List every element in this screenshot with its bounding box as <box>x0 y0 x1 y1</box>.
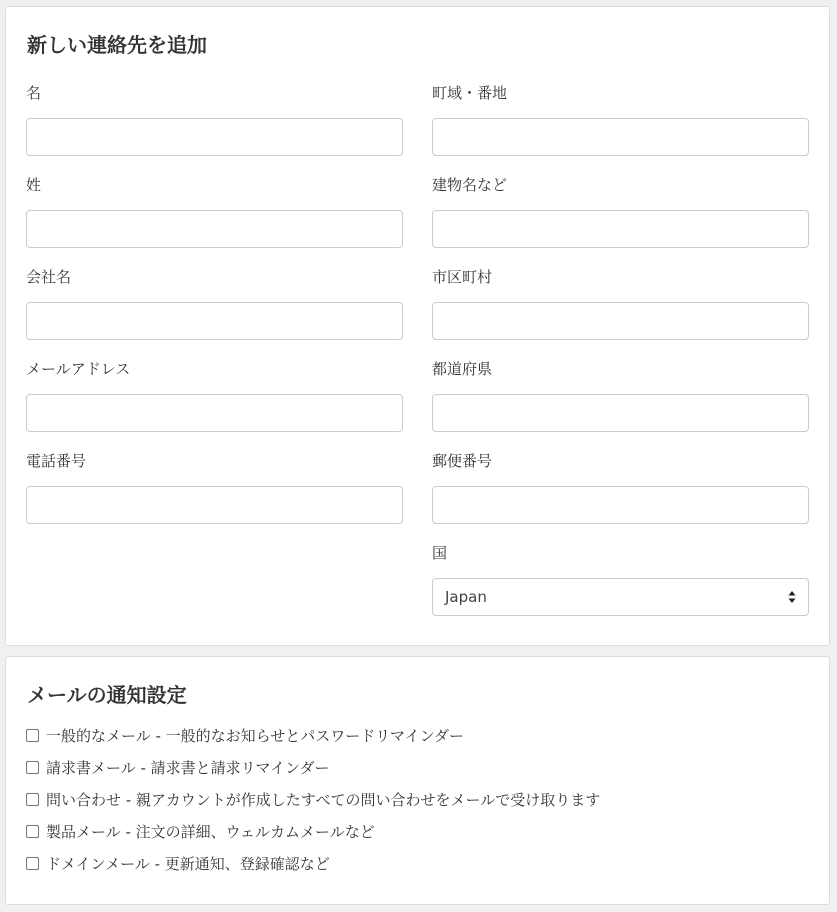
city-input[interactable] <box>432 302 809 340</box>
domain-option-label: ドメインメール - 更新通知、登録確認など <box>46 855 330 873</box>
general-option-label: 一般的なメール - 一般的なお知らせとパスワードリマインダー <box>46 727 465 745</box>
address1-label: 町域・番地 <box>432 84 508 102</box>
state-input[interactable] <box>432 394 809 432</box>
general-checkbox[interactable] <box>26 729 39 742</box>
support-option-label: 問い合わせ - 親アカウントが作成したすべての問い合わせをメールで受け取ります <box>46 791 601 809</box>
city-label: 市区町村 <box>432 268 493 286</box>
postcode-label: 郵便番号 <box>432 452 493 470</box>
notify-option-invoice[interactable] <box>26 757 329 778</box>
phone-input[interactable] <box>26 486 403 524</box>
country-field <box>432 543 809 616</box>
state-label: 都道府県 <box>432 360 493 378</box>
product-checkbox[interactable] <box>26 825 39 838</box>
postcode-input[interactable] <box>432 486 809 524</box>
country-selected-value: Japan <box>445 588 487 606</box>
last-name-field <box>26 175 403 248</box>
address2-label: 建物名など <box>432 176 508 194</box>
last-name-input[interactable] <box>26 210 403 248</box>
email-notification-card <box>5 656 830 905</box>
country-select[interactable] <box>432 578 809 616</box>
phone-label: 電話番号 <box>26 452 87 470</box>
address1-field <box>432 83 809 156</box>
first-name-field <box>26 83 403 156</box>
email-field <box>26 359 403 432</box>
city-field <box>432 267 809 340</box>
address2-field <box>432 175 809 248</box>
invoice-checkbox[interactable] <box>26 761 39 774</box>
company-field <box>26 267 403 340</box>
notify-option-domain[interactable] <box>26 853 330 874</box>
address1-input[interactable] <box>432 118 809 156</box>
email-notification-title: メールの通知設定 <box>27 683 187 707</box>
email-input[interactable] <box>26 394 403 432</box>
invoice-option-label: 請求書メール - 請求書と請求リマインダー <box>46 759 330 777</box>
support-checkbox[interactable] <box>26 793 39 806</box>
state-field <box>432 359 809 432</box>
company-input[interactable] <box>26 302 403 340</box>
product-option-label: 製品メール - 注文の詳細、ウェルカムメールなど <box>46 823 375 841</box>
notify-option-product[interactable] <box>26 821 375 842</box>
add-contact-card <box>5 6 830 646</box>
notify-option-general[interactable] <box>26 725 464 746</box>
notify-option-support[interactable] <box>26 789 600 810</box>
last-name-label: 姓 <box>26 176 42 194</box>
email-label: メールアドレス <box>26 360 131 378</box>
domain-checkbox[interactable] <box>26 857 39 870</box>
country-label: 国 <box>432 544 448 562</box>
postcode-field <box>432 451 809 524</box>
first-name-input[interactable] <box>26 118 403 156</box>
first-name-label: 名 <box>26 84 42 102</box>
company-label: 会社名 <box>26 268 72 286</box>
address2-input[interactable] <box>432 210 809 248</box>
select-arrows-icon <box>788 589 796 605</box>
phone-field <box>26 451 403 524</box>
add-contact-title: 新しい連絡先を追加 <box>27 33 207 57</box>
